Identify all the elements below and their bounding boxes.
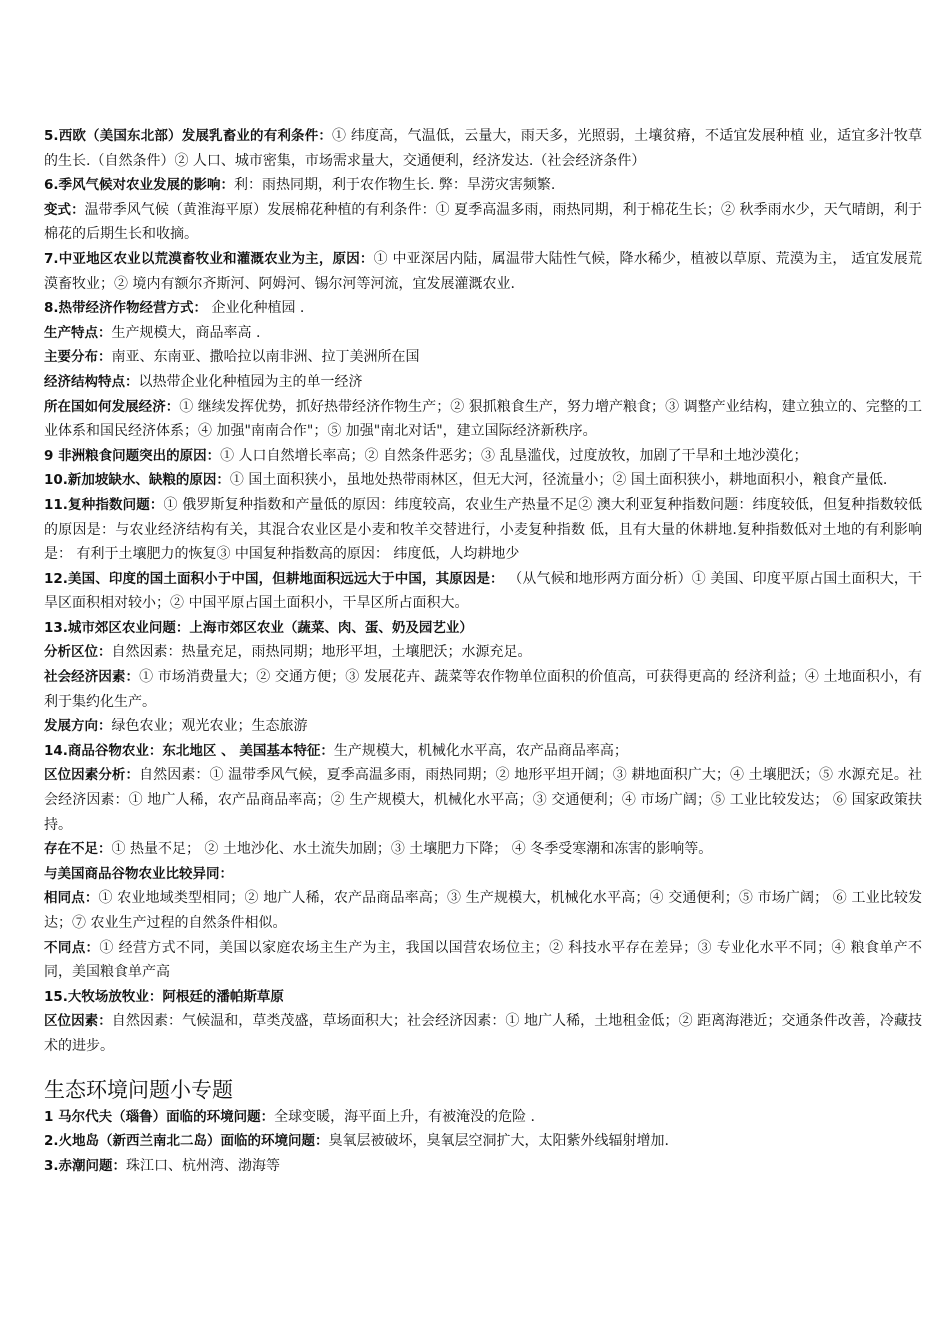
paragraph-text: ① 中亚深居内陆，属温带大陆性气候，降水稀少，植被以草原、荒漠为主， 适宜发展荒漠畜牧业；② 境内有额尔齐斯河、阿姆河、锡尔河等河流，宜发展灌溉农业. — [44, 250, 922, 292]
paragraph-text: 自然因素：热量充足，雨热同期；地形平坦，土壤肥沃；水源充足。 — [111, 644, 532, 661]
paragraph — [44, 1154, 922, 1179]
paragraph-text: 珠江口、杭州湾、渤海等 — [126, 1157, 281, 1174]
paragraph-heading: 经济结构特点： — [44, 373, 139, 390]
paragraph-text: ① 市场消费量大；② 交通方便；③ 发展花卉、蔬菜等农作物单位面积的价值高，可获得更高的 经济利益；④ 土地面积小，有利于集约化生产。 — [44, 669, 923, 710]
paragraph-text: 生产规模大，商品率高 . — [111, 324, 261, 341]
paragraph — [44, 886, 922, 935]
paragraph-heading: 2.火地岛（新西兰南北二岛）面临的环境问题： — [44, 1133, 329, 1150]
paragraph-heading: 社会经济因素： — [44, 669, 140, 686]
paragraph — [44, 247, 922, 296]
paragraph-text: 企业化种植园 . — [207, 300, 305, 317]
paragraph-text: ① 热量不足； ② 土地沙化、水土流失加剧；③ 土壤肥力下降； ④ 冬季受寒潮和冻害的影响等。 — [111, 841, 713, 858]
paragraph-heading: 8.热带经济作物经营方式： — [44, 300, 208, 317]
paragraph — [44, 321, 922, 346]
paragraph-text: 自然因素：① 温带季风气候，夏季高温多雨，雨热同期；② 地形平坦开阔；③ 耕地面积广大；④ 土壤肥沃；⑤ 水源充足。社会经济因素：① 地广人稀，农产品商品率高；② 生产规模大，机械化水平高；③ 交通便利；④ 市场广阔；⑤ 工业比较发达； ⑥ 国家政策扶持。 — [44, 767, 923, 833]
paragraph-text: 利：雨热同期，利于农作物生长. 弊：旱涝灾害频繁. — [234, 177, 556, 194]
paragraph — [44, 936, 922, 985]
paragraph-heading: 变式： — [44, 201, 85, 218]
paragraph — [44, 1105, 922, 1130]
paragraph-text: ① 俄罗斯复种指数和产量低的原因：纬度较高，农业生产热量不足② 澳大利亚复种指数问题：纬度较低，但复种指数较低的原因是：与农业经济结构有关，其混合农业区是小麦和牧羊交替进行，小麦复种指数 低，且有大量的休耕地.复种指数低对土地的有利影响是： 有利于土壤肥力的恢复③ 中国复种指数高的原因： 纬度低，人均耕地少 — [44, 496, 922, 563]
paragraph-text: 臭氧层被破坏，臭氧层空洞扩大，太阳紫外线辐射增加. — [328, 1133, 669, 1150]
paragraph — [44, 714, 922, 739]
paragraph — [44, 198, 922, 247]
section-paragraphs — [44, 1105, 922, 1179]
paragraph-heading: 6.季风气候对农业发展的影响： — [44, 177, 235, 194]
paragraph — [44, 173, 922, 198]
paragraph-heading: 存在不足： — [44, 841, 112, 858]
paragraph-text: ① 经营方式不同，美国以家庭农场主生产为主，我国以国营农场位主；② 科技水平存在差异；③ 专业化水平不同；④ 粮食单产不同，美国粮食单产高 — [44, 939, 922, 981]
paragraph-text: ① 继续发挥优势，抓好热带经济作物生产；② 狠抓粮食生产，努力增产粮食；③ 调整产业结构，建立独立的、完整的工业体系和国民经济体系；④ 加强"南南合作"；⑤ 加强"南北对话"，建立国际经济新秩序。 — [44, 398, 922, 440]
paragraph — [44, 763, 922, 837]
paragraph-text: 以热带企业化种植园为主的单一经济 — [138, 373, 363, 390]
paragraph — [44, 468, 922, 493]
paragraph-heading: 分析区位： — [44, 644, 112, 661]
paragraph-text: ① 人口自然增长率高；② 自然条件恶劣；③ 乱垦滥伐，过度放牧，加剧了干旱和土地沙漠化； — [220, 447, 808, 464]
paragraph-text: 绿色农业；观光农业；生态旅游 — [111, 718, 308, 735]
paragraph-heading: 不同点： — [44, 939, 100, 956]
paragraph-heading: 与美国商品谷物农业比较异同： — [44, 865, 233, 882]
paragraph — [44, 739, 922, 764]
paragraph-heading: 区位因素分析： — [44, 767, 140, 784]
paragraph — [44, 1129, 922, 1154]
paragraph — [44, 837, 922, 862]
paragraph — [44, 862, 922, 887]
paragraph — [44, 985, 922, 1010]
main-paragraphs — [44, 124, 922, 1059]
paragraph-heading: 15.大牧场放牧业：阿根廷的潘帕斯草原 — [44, 988, 284, 1005]
paragraph-text: ① 农业地域类型相同；② 地广人稀，农产品商品率高；③ 生产规模大，机械化水平高；④ 交通便利；⑤ 市场广阔； ⑥ 工业比较发达；⑦ 农业生产过程的自然条件相似。 — [44, 890, 922, 931]
paragraph-heading: 区位因素： — [44, 1013, 112, 1030]
paragraph-heading: 10.新加坡缺水、缺粮的原因： — [44, 472, 230, 489]
paragraph — [44, 395, 922, 444]
paragraph-heading: 11.复种指数问题： — [44, 496, 164, 513]
paragraph — [44, 124, 922, 173]
paragraph — [44, 296, 922, 321]
paragraph — [44, 640, 922, 665]
paragraph-heading: 7.中亚地区农业以荒漠畜牧业和灌溉农业为主，原因： — [44, 250, 374, 267]
paragraph-heading: 所在国如何发展经济： — [44, 398, 180, 415]
paragraph-heading: 1 马尔代夫（瑙鲁）面临的环境问题： — [44, 1108, 275, 1125]
paragraph-heading: 5.西欧（美国东北部）发展乳畜业的有利条件： — [44, 128, 333, 144]
paragraph-heading: 主要分布： — [44, 349, 112, 366]
paragraph-heading: 相同点： — [44, 890, 99, 907]
paragraph-text: 南亚、东南亚、撒哈拉以南非洲、拉丁美洲所在国 — [111, 349, 420, 366]
paragraph — [44, 665, 922, 714]
paragraph-text: 生产规模大，机械化水平高，农产品商品率高； — [333, 742, 628, 759]
paragraph-text: 自然因素：气候温和，草类茂盛，草场面积大；社会经济因素：① 地广人稀，土地租金低；② 距离海港近；交通条件改善，冷藏技术的进步。 — [44, 1013, 923, 1054]
paragraph — [44, 493, 922, 567]
paragraph — [44, 370, 922, 395]
section-title: 生态环境问题小专题 — [44, 1077, 233, 1102]
paragraph-heading: 13.城市郊区农业问题：上海市郊区农业（蔬菜、肉、蛋、奶及园艺业） — [44, 619, 473, 636]
paragraph-text: 全球变暖，海平面上升，有被淹没的危险 . — [274, 1108, 535, 1125]
paragraph — [44, 444, 922, 469]
document-body — [44, 124, 922, 1178]
paragraph — [44, 616, 922, 641]
paragraph-heading: 3.赤潮问题： — [44, 1157, 127, 1174]
paragraph-text: 温带季风气候（黄淮海平原）发展棉花种植的有利条件：① 夏季高温多雨，雨热同期，利于棉花生长；② 秋季雨水少，天气晴朗，利于棉花的后期生长和收摘。 — [44, 201, 922, 243]
paragraph — [44, 567, 922, 616]
paragraph-heading: 14.商品谷物农业：东北地区 、 美国基本特征： — [44, 742, 334, 759]
paragraph-text: ① 国土面积狭小，虽地处热带雨林区，但无大河，径流量小；② 国土面积狭小，耕地面积小，粮食产量低. — [229, 472, 888, 489]
paragraph-text: ① 纬度高，气温低，云量大，雨天多，光照弱，土壤贫瘠，不适宜发展种植 业，适宜多汁牧草的生长.（自然条件）② 人口、城市密集，市场需求量大，交通便利，经济发达.（社会经济条件） — [44, 128, 922, 169]
paragraph-heading: 9 非洲粮食问题突出的原因： — [44, 447, 221, 464]
paragraph — [44, 345, 922, 370]
paragraph-heading: 12.美国、印度的国土面积小于中国，但耕地面积远远大于中国，其原因是： — [44, 570, 504, 587]
paragraph-heading: 生产特点： — [44, 324, 112, 341]
paragraph-text: （从气候和地形两方面分析）① 美国、印度平原占国土面积大，干旱区面积相对较小；② 中国平原占国土面积小，干旱区所占面积大。 — [44, 570, 922, 612]
paragraph — [44, 1009, 922, 1058]
paragraph-heading: 发展方向： — [44, 718, 112, 735]
